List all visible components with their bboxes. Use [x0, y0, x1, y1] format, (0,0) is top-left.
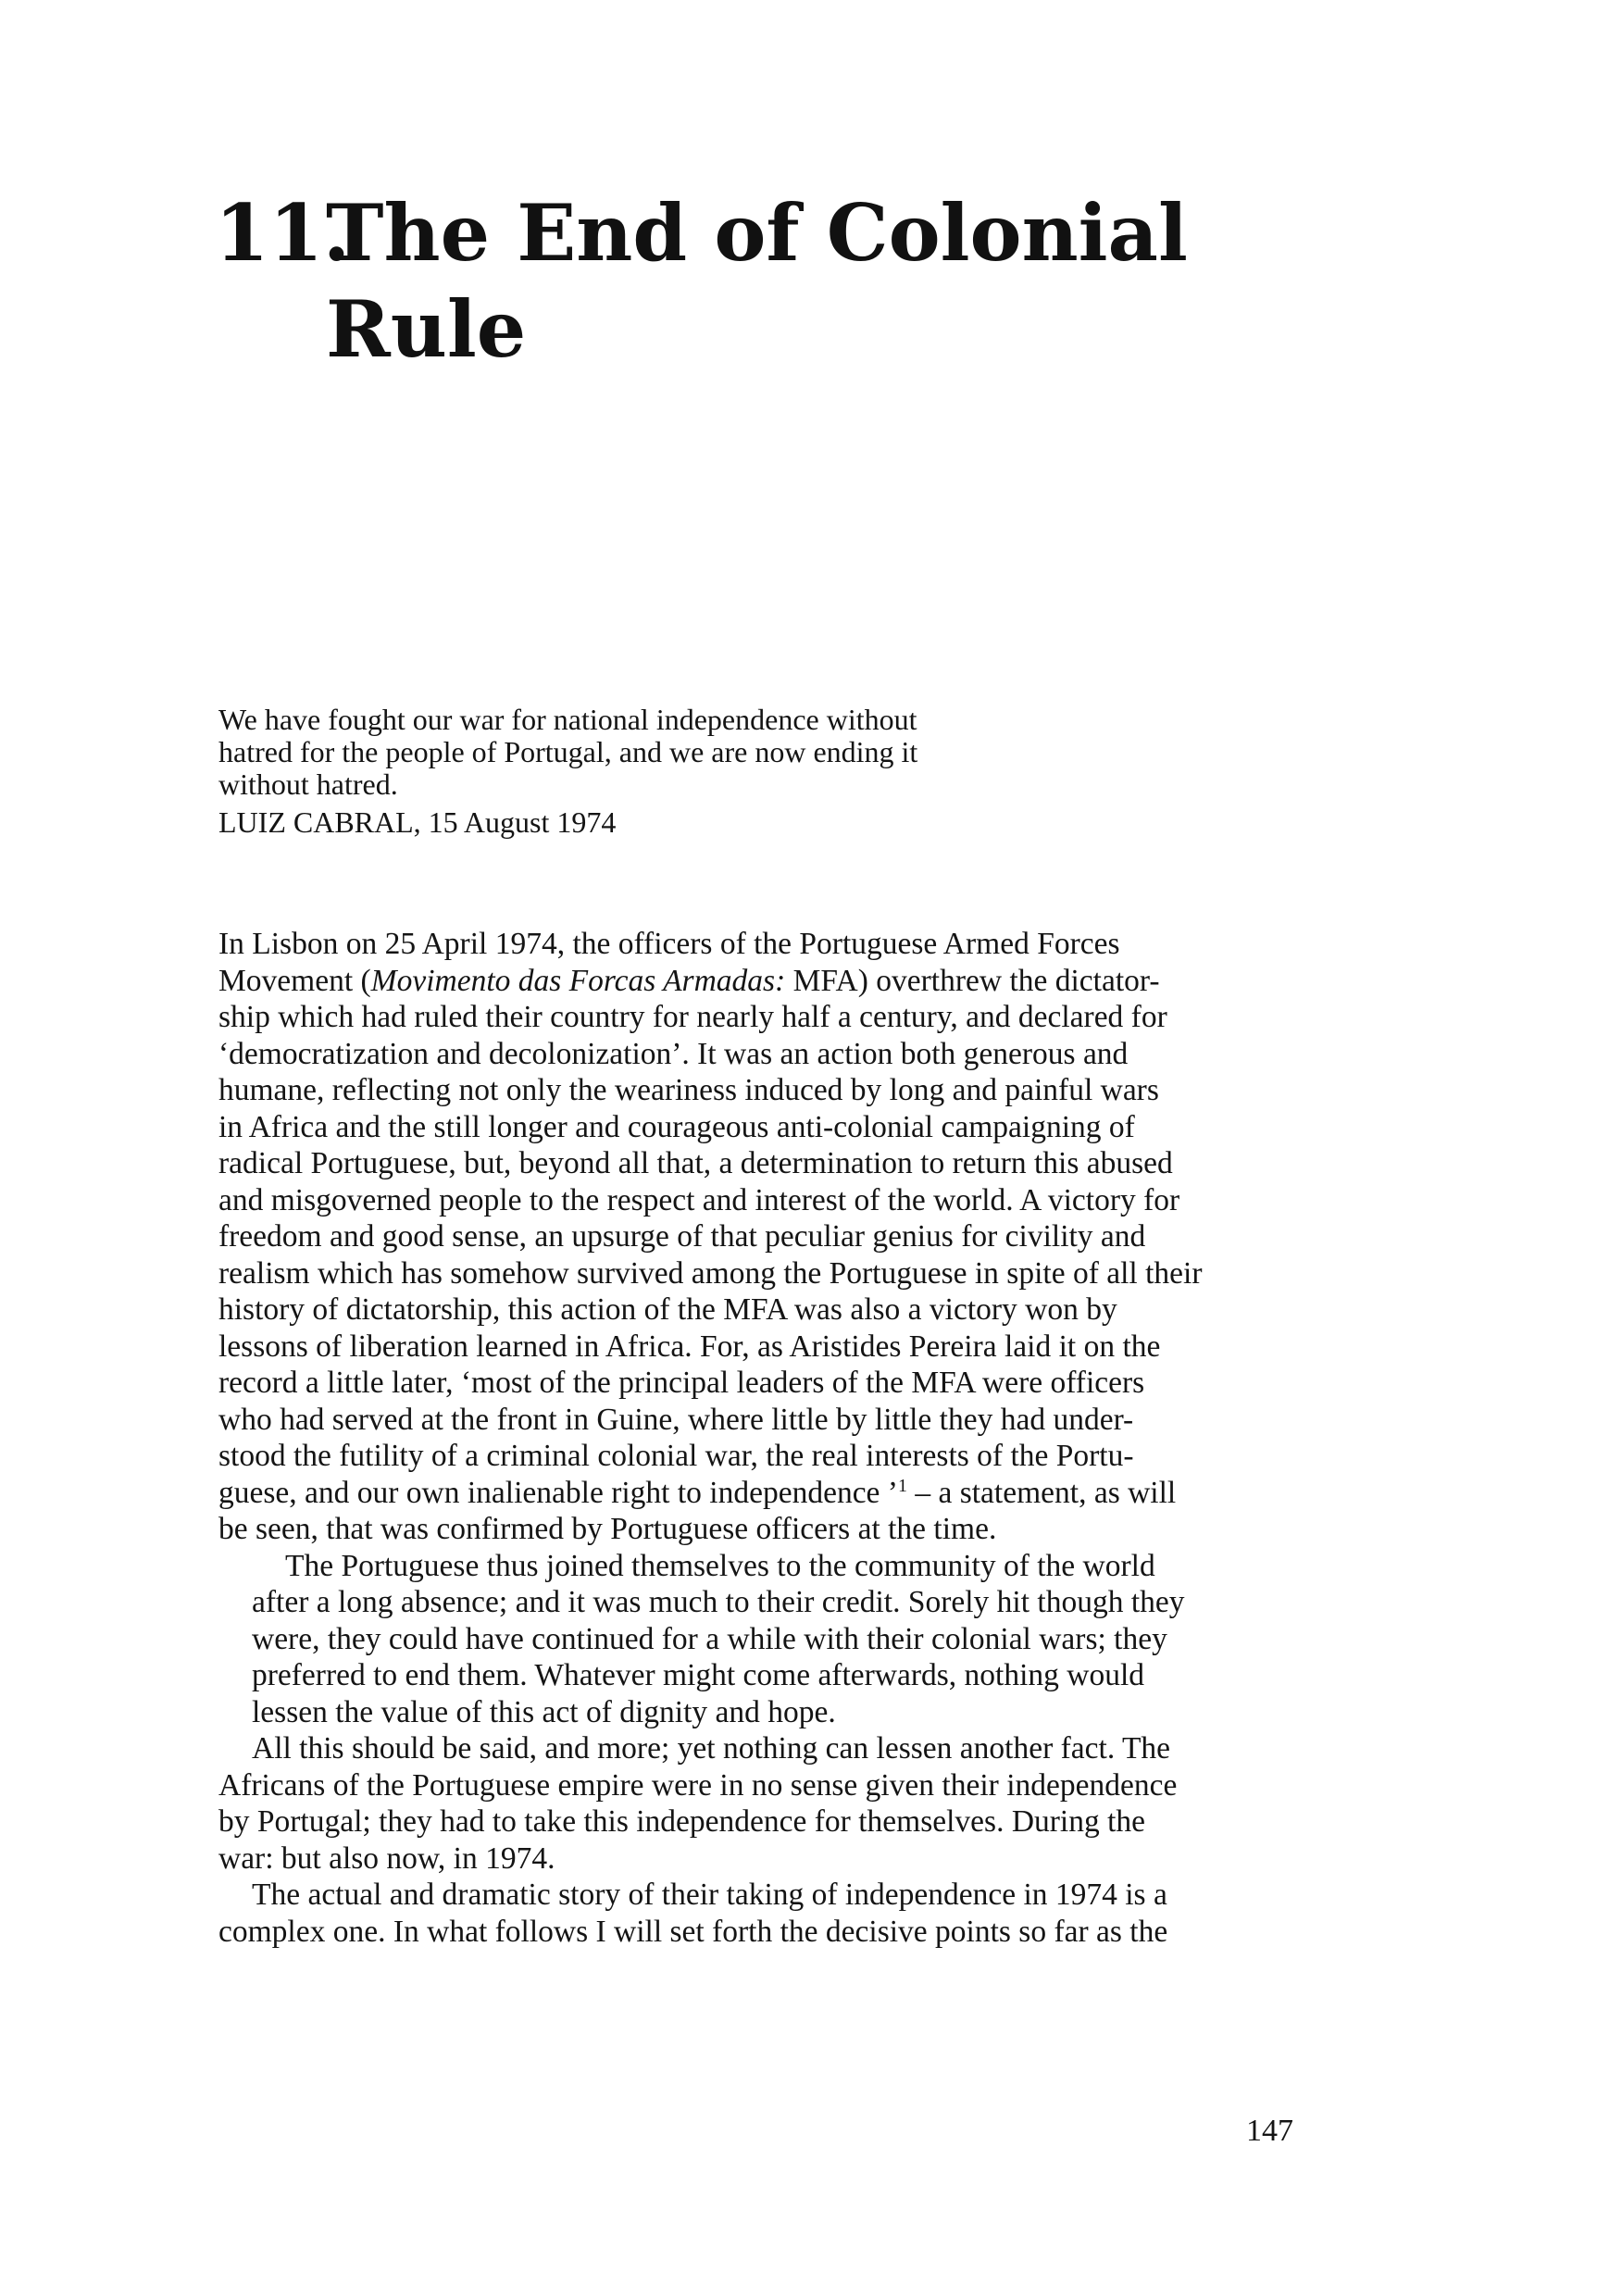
text-line: radical Portuguese, but, beyond all that, a determination to return this abused — [218, 1146, 1173, 1180]
epigraph-line: hatred for the people of Portugal, and we are now ending it — [218, 735, 918, 768]
chapter-number: 11. — [215, 187, 351, 279]
paragraph-3 — [218, 1730, 1316, 1877]
footnote-marker: 1 — [897, 1475, 907, 1496]
italic-term: Movimento das Forcas Armadas: — [370, 963, 786, 998]
epigraph-line: We have fought our war for national independence without — [218, 703, 917, 736]
text-line: freedom and good sense, an upsurge of that peculiar genius for civility and — [218, 1219, 1146, 1254]
text-line — [218, 1475, 1316, 1512]
text-line: lessen the value of this act of dignity and hope. — [252, 1694, 836, 1729]
text-line: complex one. In what follows I will set forth the decisive points so far as the — [218, 1914, 1168, 1949]
page-number: 147 — [1246, 2114, 1293, 2148]
chapter-title-line-1: The End of Colonial — [326, 187, 1188, 279]
chapter-title-line-2: Rule — [326, 283, 527, 375]
text-line: ship which had ruled their country for nearly half a century, and declared for — [218, 1000, 1167, 1034]
text-line: In Lisbon on 25 April 1974, the officers of the Portuguese Armed Forces — [218, 927, 1120, 961]
text-run: MFA) overthrew the dictator- — [785, 963, 1160, 998]
epigraph — [218, 704, 1144, 839]
text-line: be seen, that was confirmed by Portuguese officers at the time. — [218, 1512, 997, 1546]
text-line: record a little later, ‘most of the principal leaders of the MFA were officers — [218, 1366, 1145, 1400]
paragraph-1 — [218, 926, 1316, 1548]
paragraph-2 — [218, 1548, 1316, 1731]
text-line: who had served at the front in Guine, where little by little they had under- — [218, 1402, 1134, 1437]
text-line: ‘democratization and decolonization’. It was an action both generous and — [218, 1036, 1129, 1071]
paragraph-4 — [218, 1877, 1316, 1950]
epigraph-quote — [218, 704, 1144, 801]
epigraph-attribution: LUIZ CABRAL, 15 August 1974 — [218, 805, 617, 839]
text-line: stood the futility of a criminal colonial war, the real interests of the Portu- — [218, 1439, 1134, 1473]
text-line: history of dictatorship, this action of the MFA was also a victory won by — [218, 1292, 1117, 1327]
text-run: – a statement, as will — [906, 1475, 1177, 1510]
text-line: and misgoverned people to the respect and interest of the world. A victory for — [218, 1182, 1180, 1217]
body-text — [218, 926, 1316, 1950]
text-line: in Africa and the still longer and courageous anti-colonial campaigning of — [218, 1109, 1135, 1144]
text-line: were, they could have continued for a while with their colonial wars; they — [252, 1621, 1167, 1656]
text-run: guese, and our own inalienable right to independence ’ — [218, 1475, 898, 1510]
text-line: war: but also now, in 1974. — [218, 1841, 555, 1876]
text-line: realism which has somehow survived among the Portuguese in spite of all their — [218, 1255, 1203, 1291]
text-line: lessons of liberation learned in Africa. For, as Aristides Pereira laid it on the — [218, 1329, 1161, 1364]
text-line: All this should be said, and more; yet nothing can lessen another fact. The — [252, 1731, 1171, 1766]
text-line: The Portuguese thus joined themselves to the community of the world — [285, 1548, 1155, 1583]
text-run: Movement ( — [218, 963, 371, 998]
text-line: humane, reflecting not only the weariness induced by long and painful wars — [218, 1073, 1159, 1107]
text-line: The actual and dramatic story of their taking of independence in 1974 is a — [252, 1878, 1167, 1912]
text-line — [218, 963, 1316, 1000]
text-line: after a long absence; and it was much to their credit. Sorely hit though they — [252, 1585, 1185, 1619]
chapter-title — [215, 185, 1279, 378]
text-line: by Portugal; they had to take this independence for themselves. During the — [218, 1804, 1146, 1839]
epigraph-line: without hatred. — [218, 767, 398, 801]
text-line: preferred to end them. Whatever might come afterwards, nothing would — [252, 1658, 1145, 1692]
text-line: Africans of the Portuguese empire were in no sense given their independence — [218, 1767, 1178, 1803]
